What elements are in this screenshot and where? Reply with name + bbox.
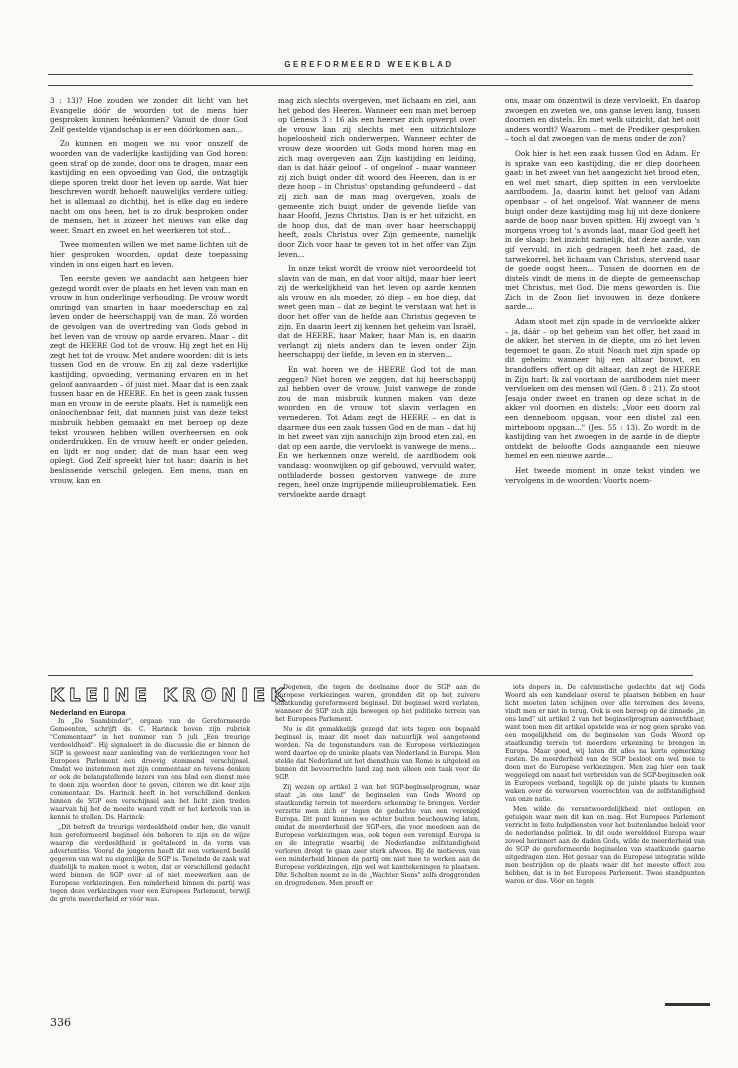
paragraph: In onze tekst wordt de vrouw niet veroordeeld tot slavin van de man, en dat voor altijd, maar hier leert zij de werkelijkheid van het leven op aarde kennen als vrouw en als moeder, zó diep – en hoe diep, dat weet geen man – dat ze begint te verstaan wat het is door het offer van de liefde aan Christus gegeven te zijn. En daarin leert zij kennen het geheim van Israël, dat de HEERE, haar Maker, haar Man is, en daarin verlangt zij niets anders dan te leven onder Zijn heerschappij der liefde, in leven en in sterven...: [278, 264, 476, 360]
kroniek-subtitle: Nederland en Europa: [50, 708, 126, 717]
paragraph: Ook hier is het een zaak tussen God en Adam. Er is sprake van een kastijding, die er diep doorheen gaat: in het zweet van het aangezicht het brood eten, en wel met smart, diep spitten in een vervloekte aardbodem. Ja, daarin komt het geloof van Adam openbaar – of het ongeloof. Wat wanneer de mens buigt onder deze kastijding mag hij uit deze donkere aarde de hoop naar boven spitten. Hij zwoegt van 's morgens vroeg tot 's avonds laat, maar God geeft het in de slaap: het inzicht namelijk, dat deze aarde, van gif vervuld, in zich gedragen heeft het zaad, de tarwekorrel, het lichaam van Christus, stervend naar de goede oogst heen... Tussen de doornen en de distels vindt de mens in de diepte de gemeenschap met Christus, met God. Die mens geworden is. Die Zich in de Zoon liet invouwen in deze donkere aarde...: [505, 148, 700, 312]
paragraph: ons, maar om ónzentwil is deze vervloekt. En daarop zwoegen en zweten we, ons ganse leven lang, tussen doornen en distels. En met welk uitzicht, dat het ooit anders wordt? Waarom – met de Prediker gesproken – toch al dat zwoegen van de mens onder de zon?: [505, 96, 700, 144]
page-number: 336: [50, 1016, 71, 1029]
running-header: GEREFORMEERD WEEKBLAD: [284, 60, 454, 69]
article-column-3: [505, 96, 700, 666]
paragraph: In „De Saambinder", orgaan van de Gereformeerde Gemeenten, schrijft ds. C. Harinck boven zijn rubriek "Commentaar" in het nummer van 5 juli „Een treurige verdeeldheid". Hij signaleert in de discussie die er binnen de SGP is geweest naar aanleiding van de verkiezingen voor het Europees Parlement een droevig stemmend verschijnsel. Omdat we instemmen met zijn commentaar en tevens denken er ook de belangstellende lezers van ons blad een dienst mee te doen zijn woorden door te geven, citeren we dit keer zijn commentaar. Ds. Harinck heeft in het verschillend denken binnen de SGP een verschijnsel aan het licht zien treden waarvan hij het de moeite waard vindt er het kerkvolk van in kennis te stellen. Ds. Harinck:: [50, 718, 250, 821]
paragraph: Nu is dit gemakkelijk gezegd dat iets tegen een bepaald beginsel is, maar dit moet dan natuurlijk wel aangetoond worden. Na de tegenstanders van de Europese verkiezingen werd daartoe op de unieke plaats van Nederland in Europa. Men stelde dat Nederland uit het diensthuis van Rome is uitgeleid en binnen dit bevoorrechte land zag men alleen een taak voor de SGP.: [275, 726, 480, 781]
paragraph: Men wilde de verantwoordelijkheid niet ontlopen en getuigen waar men dit kan en mag. Het Europees Parlement verricht in feite hulpdiensten voor het buitenlandse beleid voor de nederlandse politiek. In dit oude werelddeel Europa waar zoveel herinnert aan de daden Gods, wilde de meerderheid van de SGP de gereformeerde beginselen van staatkunde gaarne uitgedragen zien. Het gevaar van de Europese integratie wilde men bestrijden op de plaats waar dit het meeste effect zou hebben, dat is in het Europees Parlement. Twee standpunten waren er dus. Vóór en tegen: [505, 806, 705, 885]
header-rule-bottom: [48, 85, 693, 86]
paragraph: Zij wezen op artikel 2 van het SGP-beginselprogram, waar staat „in ons land" de beginselen van Gods Woord op staatkundig terrein tot meerdere erkenning te brengen. Verder verzette men zich er tegen de gedachte van een verenigd Europa. Dit punt kunnen we echter buiten beschouwing laten, omdat de meerderheid der SGP-ers, die voor meedoen aan de Europese verkiezingen was, ook tegen een verenigd Europa is en de integratie waarbij de Nederlandse zelfstandigheid verloren dreigt te gaan zeer sterk afwees. Bij de motieven van een minderheid binnen de partij om niet mee te werken aan de Europese verkiezingen, zijn wel wat kanttekeningen te plaatsen. Dhr. Scholten noemt ze in de „Wachter Sions" zelfs droggronden en drogredenen. Men proeft er: [275, 784, 480, 887]
paragraph: Twee momenten willen we met name lichten uit de hier gesproken woorden, opdat deze toepassing vinden in ons eigen hart en leven.: [50, 240, 248, 269]
article-column-1: [50, 96, 248, 666]
paragraph: Het tweede moment in onze tekst vinden we vervolgens in de woorden: Voorts noem-: [505, 465, 700, 485]
kroniek-column-3: [505, 684, 705, 1008]
section-divider: [48, 675, 693, 676]
header-rule-top: [48, 74, 693, 75]
paragraph: Ten eerste geven we aandacht aan hetgeen hier gezegd wordt over de plaats en het leven van man en vrouw in hun onderlinge verhouding. De vrouw wordt omringd van smarten in haar moederschap en zal leven onder de heerschappij van de man. Zó worden de gevolgen van de overtreding van Gods gebod in het leven van de vrouw op aarde ervaren. Maar – dit zegt de HEERE God tot de vrouw. Hij zegt het en Hij zegt het tot de vrouw. Met andere woorden: dit is iets tussen God en de vrouw. En zij zal deze vaderlijke kastijding, opvoeding, vermaning ervaren en in het geloof aanvaarden – óf juist niet. Maar dat is een zaak tussen haar en de HEERE. En het is geen zaak tussen man en vrouw in de eerste plaats. Het is namelijk een onloochenbaar feit, dat mannen juist van deze tekst misbruik hebben gemaakt en met beroep op deze tekst vrouwen hebben willen overheersen en ook onderdrukken. En de vrouw heeft er onder geleden, en lijdt er nog onder, dat de man haar een weg oplegt. God Zelf spreekt hier tot haar: daarin is het beslissende verschil gelegen. Een mens, man en vrouw, kan en: [50, 274, 248, 485]
paragraph: Degenen, die tegen de deelname door de SGP aan de Europese verkiezingen waren, grondden dit op het zuivere staatkundig gereformeerd beginsel. Dit beginsel werd verlaten, wanneer de SGP zich zijn bewegen op het politieke terrein van het Europees Parlement.: [275, 684, 480, 723]
paragraph: 3 : 13)? Hoe zouden we zonder dit licht van het Evangelie dóór de woorden tot de mens hier gesproken kunnen heênkomen? Vanuit de door God Zelf gestelde vijandschap is er een dóórkomen aan...: [50, 96, 248, 134]
paragraph: iets dopers in. De calvinistische gedachte dat wij Gods Woord als een kandelaar overal te plaatsen hebben en haar licht moeten laten schijnen over alle terreinen des levens, vindt men er niet in terug. Ook is een beroep op de zinnede „in ons land" uit artikel 2 van het beginselprogram aanvechtbaar, want toen men dit artikel opstelde was er nog geen sprake van een mogelijkheid om de beginselen van Gods Woord op staatkundig terrein tot meerdere erkenning te brengen in Europa. Maar goed, wij laten dit alles na korte opmerking rusten. De meerderheid van de SGP besloot om wel mee te doen met de Europese verkiezingen. Men zag hier een taak weggelegd om naast het verbreiden van de SGP-beginselen ook in Europees verband, tegelijk op de juiste plaats te kunnen waken over de verworven voorrechten van de zelfstandigheid van onze natie.: [505, 684, 705, 803]
paragraph: En wat horen we de HEERE God tot de man zeggen? Niet horen we zeggen, dat hij heerschappij zal hebben over de vrouw. Juist vanwege de zonde zou de man misbruik kunnen maken van deze woorden en de vrouw tot slavin verlagen en vernederen. Tot Adam zegt de HEERE – en dat is daarmee dus een zaak tussen God en de man – dat hij in het zweet van zijn aanschijn zijn brood eten zal, en dat op een aarde, die vervloekt is vanwege de mens... En we herkennen onze wereld, de aardbodem ook vandaag: woonwijken op gif gebouwd, vervuild water, ontbladerde bossen gestorven vanwege de zure regen, heel onze ingrijpende milieuproblematiek. Een vervloekte aarde draagt: [278, 365, 476, 499]
paragraph: „Dit betreft de treurige verdeeldheid onder hen, die vanuit hun gereformeerd beginsel één behoren te zijn en de wijze waarop die verdeeldheid is geëtaleerd in de vorm van advertenties. Vooral de jongeren heeft dit een verkeerd beeld gegeven van wat nu eigenlijke de SGP is. Teneinde de zaak wat duidelijk te maken moet u weten, dat er verschillend gedacht werd binnen de SGP over al of niet meewerken aan de Europese verkiezingen. Een minderheid binnen de partij was tegen deze verkiezingen voor een Europees Parlement, terwijl de grote meerderheid er vóór was.: [50, 824, 250, 903]
paragraph: mag zich slechts overgeven, met lichaam en ziel, aan het gebod des Heeren. Wanneer een man met beroep op Genesis 3 : 16 als een heerser zich opwerpt over de vrouw kan zij slechts met een uitzichtsloze hopeloosheid zich onderwerpen. Wanneer echter de vrouw deze woorden uit Gods mond horen mag en zich mag overgeven aan Zijn kastijding en leiding, dan is dat háár geloof – of ongeloof – maar wanneer zij zich buigt onder dit woord des Heeren, dan is er deze hoop – in Christus' opstanding gefundeerd – dat zij zich aan de man mag overgeven, zoals de gemeente zich buigt onder de gevende liefde van haar Hoofd, Jezus Christus. Dan is er het uitzicht, en de hoop dus, dat de man over haar heerschappij heeft, zoals Christus over Zijn gemeente, namelijk door Zich voor haar te geven tot in het offer van Zijn leven...: [278, 96, 476, 259]
kroniek-title: KLEINE KRONIEK: [50, 685, 290, 706]
paragraph: Zo kunnen en mogen we nu voor onszelf de woorden van de vaderlijke kastijding van God horen: geen straf op de zonde, door ons te dragen, maar een kastijding en een opvoeding van God, die ontzaglijk diepe sporen trekt door het leven op aarde. Wat hier beschreven wordt behoeft nauwelijks verdere uitleg: het is allemaal zo dichtbij, het is elke dag en iedere nacht om ons heen, het is zo druk besproken onder de mensen, het is zozeer het nieuws van elke dag weer. Smart en zweet en het weerkeren tot stof...: [50, 139, 248, 235]
page-edge-mark: [665, 1003, 710, 1006]
article-column-2: [278, 96, 476, 666]
kroniek-column-2: [275, 684, 480, 1008]
kroniek-column-1: [50, 718, 250, 1008]
paragraph: Adam stoot met zijn spade in de vervloekte akker – ja, dáár – op het geheim van het offer, het zaad in de akker, het sterven in de diepte, om zó het leven tegemoet te gaan. Zo stuit Noach met zijn spade op dit geheim: wanneer hij een altaar bouwt, en brandoffers offert op dit altaar, dan zegt de HEERE in Zijn hart: Ik zal voortaan de aardbodem niet meer vervloeken om des mensen wil (Gen. 8 : 21). Zo stoot Jesaja onder zweet en tranen op deze schat in de akker vol doornen en distels: „Voor een doorn zal een denneboom opgaan, voor een distel zal een mirteboom opgaan..." (Jes. 55 : 13). Zo wordt in de kastijding van het zwoegen in de aarde in de diepte ontdekt de beloofte Gods aangaande een nieuwe hemel en een nieuwe aarde...: [505, 317, 700, 461]
